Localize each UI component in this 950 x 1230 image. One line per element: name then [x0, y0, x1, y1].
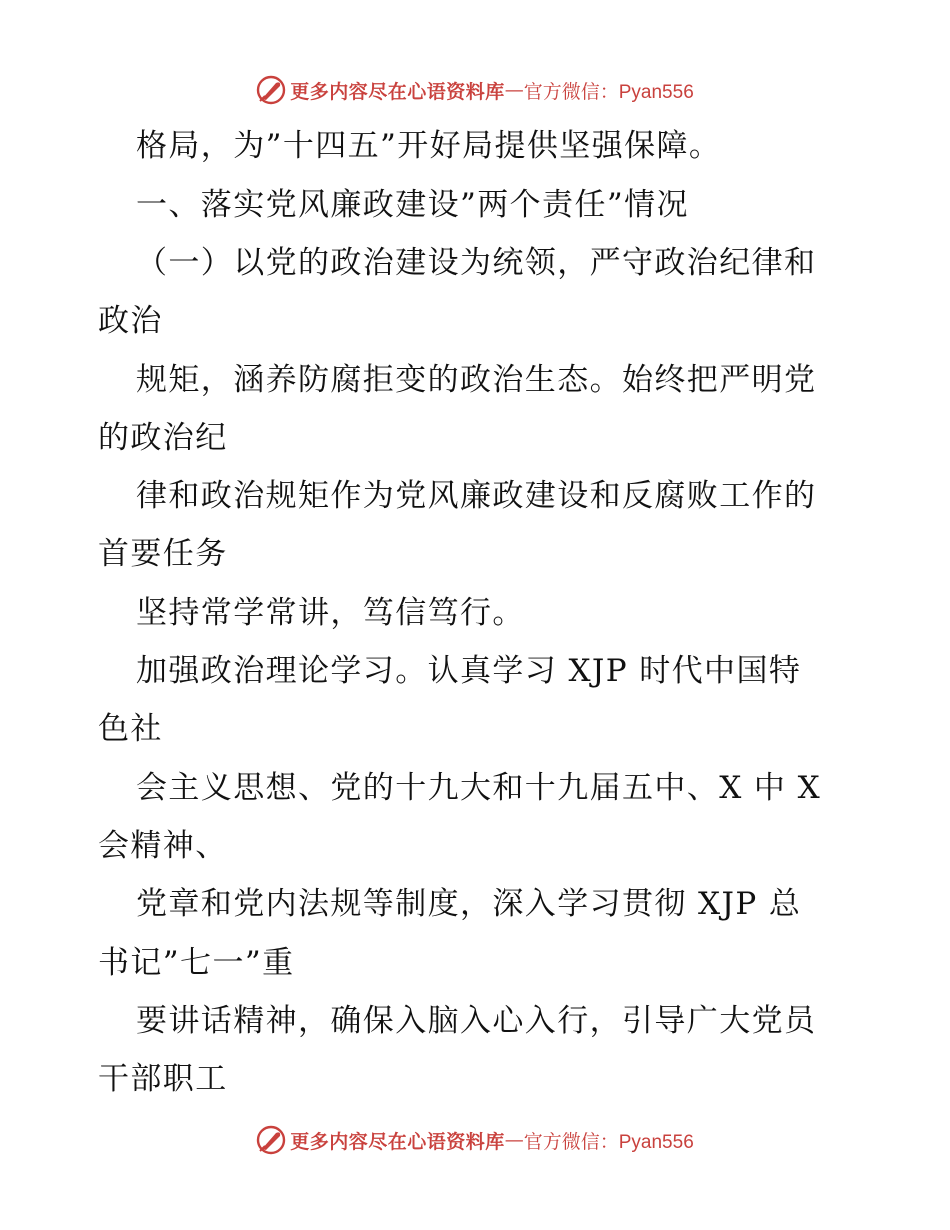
header-banner — [0, 70, 950, 110]
banner-text: 更多内容尽在心语资料库 — [290, 1130, 505, 1153]
body-line: 规矩，涵养防腐拒变的政治生态。始终把严明党 — [136, 362, 817, 398]
body-line: 干部职工 — [98, 1061, 228, 1097]
banner-text: 更多内容尽在心语资料库 — [290, 80, 505, 103]
body-line: 一、落实党风廉政建设”两个责任”情况 — [136, 187, 689, 223]
body-line: 政治 — [98, 303, 163, 339]
body-line: 书记”七一”重 — [98, 945, 295, 981]
body-line: 要讲话精神，确保入脑入心入行，引导广大党员 — [136, 1003, 817, 1039]
body-line: 会精神、 — [98, 828, 228, 864]
banner-account: 官方微信：Pyan556 — [523, 81, 694, 103]
body-line: 律和政治规矩作为党风廉政建设和反腐败工作的 — [136, 478, 817, 514]
banner-separator: — — [504, 79, 524, 101]
banner-separator: — — [504, 1129, 524, 1151]
body-line: 党章和党内法规等制度，深入学习贯彻 XJP 总 — [136, 886, 802, 922]
body-line: 首要任务 — [98, 536, 228, 572]
body-line: 加强政治理论学习。认真学习 XJP 时代中国特 — [136, 653, 802, 689]
body-line: 会主义思想、党的十九大和十九届五中、X 中 X — [136, 770, 822, 806]
body-line: （一）以党的政治建设为统领，严守政治纪律和 — [136, 245, 817, 281]
quill-logo-icon — [256, 1125, 286, 1155]
body-line: 格局，为”十四五”开好局提供坚强保障。 — [136, 128, 722, 164]
body-line: 色社 — [98, 711, 163, 747]
body-line: 的政治纪 — [98, 420, 228, 456]
footer-banner — [0, 1120, 950, 1160]
banner-account: 官方微信：Pyan556 — [523, 1131, 694, 1153]
body-line: 坚持常学常讲，笃信笃行。 — [136, 595, 525, 631]
quill-logo-icon — [256, 75, 286, 105]
